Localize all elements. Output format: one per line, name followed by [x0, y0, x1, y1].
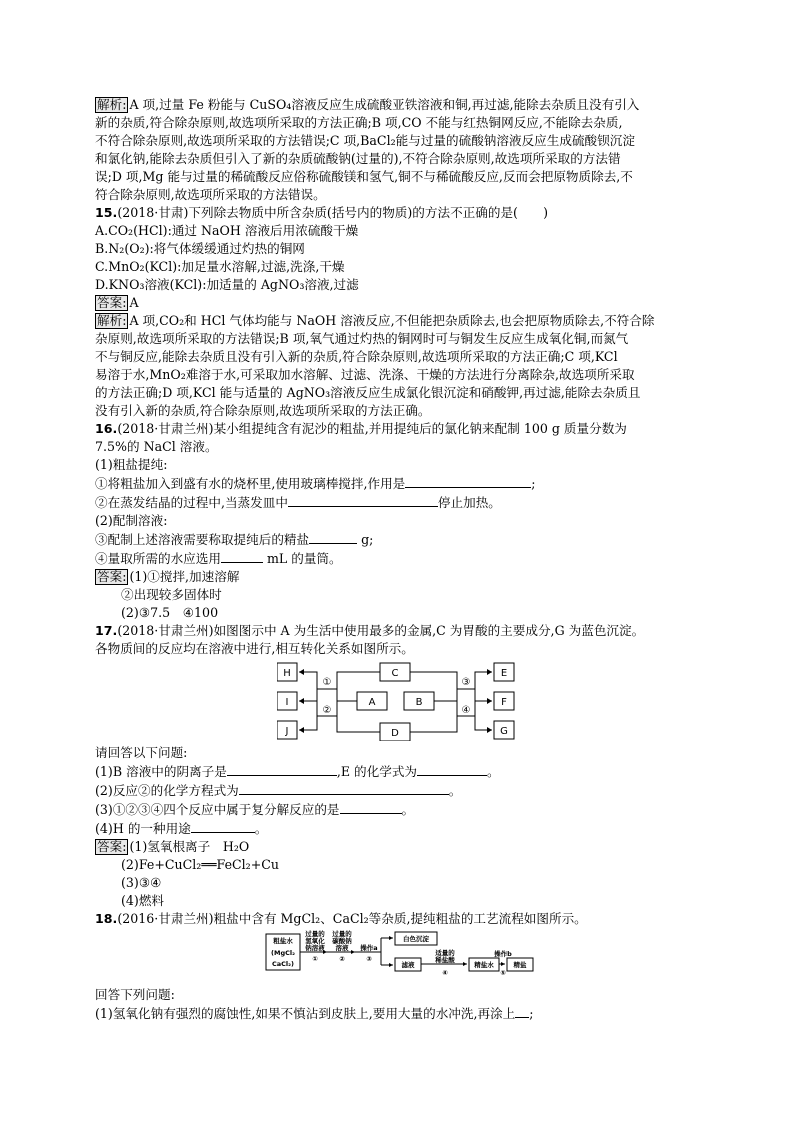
reaction-3-label: ③ — [461, 677, 471, 688]
step4-number: ④ — [442, 969, 448, 977]
option-b: B.N₂(O₂):将气体缓缓通过灼热的铜网 — [95, 241, 305, 256]
step1-line2: 氢氧化 — [305, 937, 325, 945]
answer-blank[interactable] — [340, 800, 402, 814]
reaction-diagram-svg — [277, 661, 537, 741]
answer-blank[interactable] — [417, 762, 487, 776]
document-page — [95, 96, 715, 1023]
analysis-15-line6: 没有引入新的杂质,符合除杂原则,故选项所采取的方法正确。 — [95, 403, 431, 418]
answer-blank[interactable] — [288, 493, 438, 507]
subpart-2a: ③配制上述溶液需要称取提纯后的精盐 g; — [95, 532, 374, 547]
answer-blank[interactable] — [239, 781, 449, 795]
answer-15: 答案: A — [97, 295, 139, 310]
subpart-2b: ④量取所需的水应选用 mL 的量筒。 — [95, 551, 342, 566]
analysis-14-line5: 误;D 项,Mg 能与过量的稀硫酸反应俗称硫酸镁和氢气,铜不与稀硫酸反应,反而会把原物质除去,不 — [95, 169, 633, 184]
step3-number: ③ — [366, 955, 372, 963]
subpart-2-title: (2)配制溶液: — [95, 513, 168, 528]
label-d: D — [391, 728, 399, 739]
brine-line2: (MgCl₂ — [271, 949, 295, 957]
question-17-ask: 请回答以下问题: — [95, 745, 188, 760]
analysis-14-line1: 解析: A 项,过量 Fe 粉能与 CuSO₄溶液反应生成硫酸亚铁溶液和铜,再过滤,能除去杂质且没有引入 — [97, 97, 640, 112]
step2-line1: 过量的 — [332, 930, 352, 938]
question-number: 17. — [95, 623, 118, 638]
question-16-stem: 16.(2018·甘肃兰州)某小组提纯含有泥沙的粗盐,并用提纯后的氯化钠来配制 100 g 质量分数为 — [95, 421, 627, 436]
refined-brine-label: 精盐水 — [474, 961, 494, 969]
step3-label: 操作a — [360, 944, 378, 952]
question-16-stem-cont: 7.5%的 NaCl 溶液。 — [95, 439, 218, 454]
question-15-stem: 15.(2018·甘肃)下列除去物质中所含杂质(括号内的物质)的方法不正确的是( ) — [95, 205, 549, 220]
step1-line1: 过量的 — [305, 930, 325, 938]
label-b: B — [415, 697, 423, 708]
analysis-14-line6: 符合除杂原则,故选项所采取的方法错误。 — [95, 187, 326, 202]
question-17-stem-cont: 各物质间的反应均在溶液中进行,相互转化关系如图所示。 — [95, 641, 414, 656]
question-17-stem: 17.(2018·甘肃兰州)如图图示中 A 为生活中使用最多的金属,C 为胃酸的主要成分,G 为蓝色沉淀。 — [95, 623, 645, 638]
answer-tag: 答案: — [97, 295, 127, 310]
purification-flowchart — [265, 930, 535, 980]
analysis-tag: 解析: — [97, 313, 127, 328]
step1-number: ① — [312, 955, 318, 963]
answer-tag: 答案: — [97, 569, 127, 584]
label-g: G — [500, 726, 508, 737]
analysis-15-line3: 不与铜反应,能除去杂质且没有引入新的杂质,符合除杂原则,故选项所采取的方法正确;C 项,KCl — [95, 349, 618, 364]
label-a: A — [368, 697, 376, 708]
analysis-14-line4: 和氯化钠,能除去杂质但引入了新的杂质硫酸钠(过量的),不符合除杂原则,故选项所采取的方法错 — [95, 151, 621, 166]
question-17-p1: (1)B 溶液中的阴离子是 ,E 的化学式为 。 — [95, 764, 500, 779]
answer-17-line3: (3)③④ — [121, 875, 162, 890]
brine-line1: 粗盐水 — [273, 937, 293, 945]
question-17-p3: (3)①②③④四个反应中属于复分解反应的是 。 — [95, 802, 415, 817]
question-number: 18. — [95, 911, 118, 926]
salt-label: 精盐 — [513, 961, 527, 969]
analysis-15-line5: 的方法正确;D 项,KCl 能与适量的 AgNO₃溶液反应生成氯化银沉淀和硝酸钾,再过滤,能除去杂质且 — [95, 385, 641, 400]
step1-line3: 钠溶液 — [305, 944, 325, 952]
question-number: 16. — [95, 421, 118, 436]
answer-blank[interactable] — [515, 1004, 529, 1018]
question-18-stem: 18.(2016·甘肃兰州)粗盐中含有 MgCl₂、CaCl₂等杂质,提纯粗盐的工艺流程如图所示。 — [95, 911, 587, 926]
subpart-1-title: (1)粗盐提纯: — [95, 457, 168, 472]
question-17-p4: (4)H 的一种用途 。 — [95, 821, 268, 836]
reaction-diagram — [277, 661, 717, 741]
filtrate-label: 滤液 — [401, 961, 415, 969]
step2-number: ② — [339, 955, 345, 963]
label-h: H — [283, 668, 291, 679]
option-d: D.KNO₃溶液(KCl):加适量的 AgNO₃溶液,过滤 — [95, 277, 359, 292]
reaction-1-label: ① — [322, 677, 332, 688]
label-j: J — [285, 726, 289, 737]
analysis-15-line4: 易溶于水,MnO₂难溶于水,可采取加水溶解、过滤、洗涤、干燥的方法进行分离除杂,故选项所采取 — [95, 367, 635, 382]
label-i: I — [285, 697, 289, 708]
answer-blank[interactable] — [191, 819, 255, 833]
answer-17-line1: 答案: (1)氢氧根离子 H₂O — [97, 839, 250, 854]
step2-line3: 溶液 — [335, 944, 349, 952]
answer-blank[interactable] — [221, 549, 263, 563]
option-c: C.MnO₂(KCl):加足量水溶解,过滤,洗涤,干燥 — [95, 259, 345, 274]
reaction-2-label: ② — [322, 705, 332, 716]
subpart-1a: ①将粗盐加入到盛有水的烧杯里,使用玻璃棒搅拌,作用是 ; — [95, 476, 536, 491]
step4-line1: 适量的 — [435, 949, 455, 957]
question-number: 15. — [95, 205, 118, 220]
purification-flowchart-svg — [265, 930, 535, 980]
subpart-1b: ②在蒸发结晶的过程中,当蒸发皿中 停止加热。 — [95, 495, 501, 510]
answer-17-line2: (2)Fe+CuCl₂══FeCl₂+Cu — [121, 857, 280, 872]
step5-label: 操作b — [494, 950, 512, 958]
step2-line2: 碳酸钠 — [332, 937, 352, 945]
analysis-tag: 解析: — [97, 97, 127, 112]
label-c: C — [391, 668, 399, 679]
question-18-p1: (1)氢氧化钠有强烈的腐蚀性,如果不慎沾到皮肤上,要用大量的水冲洗,再涂上 ; — [95, 1006, 534, 1021]
label-f: F — [501, 697, 507, 708]
answer-17-line4: (4)燃料 — [121, 893, 165, 908]
analysis-14-line3: 不符合除杂原则,故选项所采取的方法错误;C 项,BaCl₂能与过量的硫酸钠溶液反应生成硫酸钡沉淀 — [95, 133, 635, 148]
answer-16-line1: 答案: (1)①搅拌,加速溶解 — [97, 569, 240, 584]
answer-blank[interactable] — [227, 762, 337, 776]
answer-blank[interactable] — [309, 530, 357, 544]
label-e: E — [500, 668, 508, 679]
answer-16-line3: (2)③7.5 ④100 — [121, 605, 219, 620]
step4-line2: 稀盐酸 — [435, 956, 455, 964]
question-17-p2: (2)反应②的化学方程式为 。 — [95, 783, 462, 798]
answer-blank[interactable] — [405, 474, 531, 488]
option-a: A.CO₂(HCl):通过 NaOH 溶液后用浓硫酸干燥 — [95, 223, 359, 238]
answer-tag: 答案: — [97, 839, 127, 854]
question-18-ask: 回答下列问题: — [95, 987, 175, 1002]
analysis-14-line2: 新的杂质,符合除杂原则,故选项所采取的方法正确;B 项,CO 不能与红热铜网反应,不能除去杂质, — [95, 115, 623, 130]
reaction-4-label: ④ — [461, 705, 471, 716]
analysis-15-line1: 解析: A 项,CO₂和 HCl 气体均能与 NaOH 溶液反应,不但能把杂质除去,也会把原物质除去,不符合除 — [97, 313, 655, 328]
step5-number: ⑤ — [500, 969, 506, 977]
answer-16-line2: ②出现较多固体时 — [121, 587, 222, 602]
analysis-15-line2: 杂原则,故选项所采取的方法错误;B 项,氧气通过灼热的铜网时可与铜发生反应生成氧化铜,而氮气 — [95, 331, 629, 346]
white-precipitate-label: 白色沉淀 — [403, 935, 429, 943]
brine-line3: CaCl₂) — [272, 960, 294, 968]
